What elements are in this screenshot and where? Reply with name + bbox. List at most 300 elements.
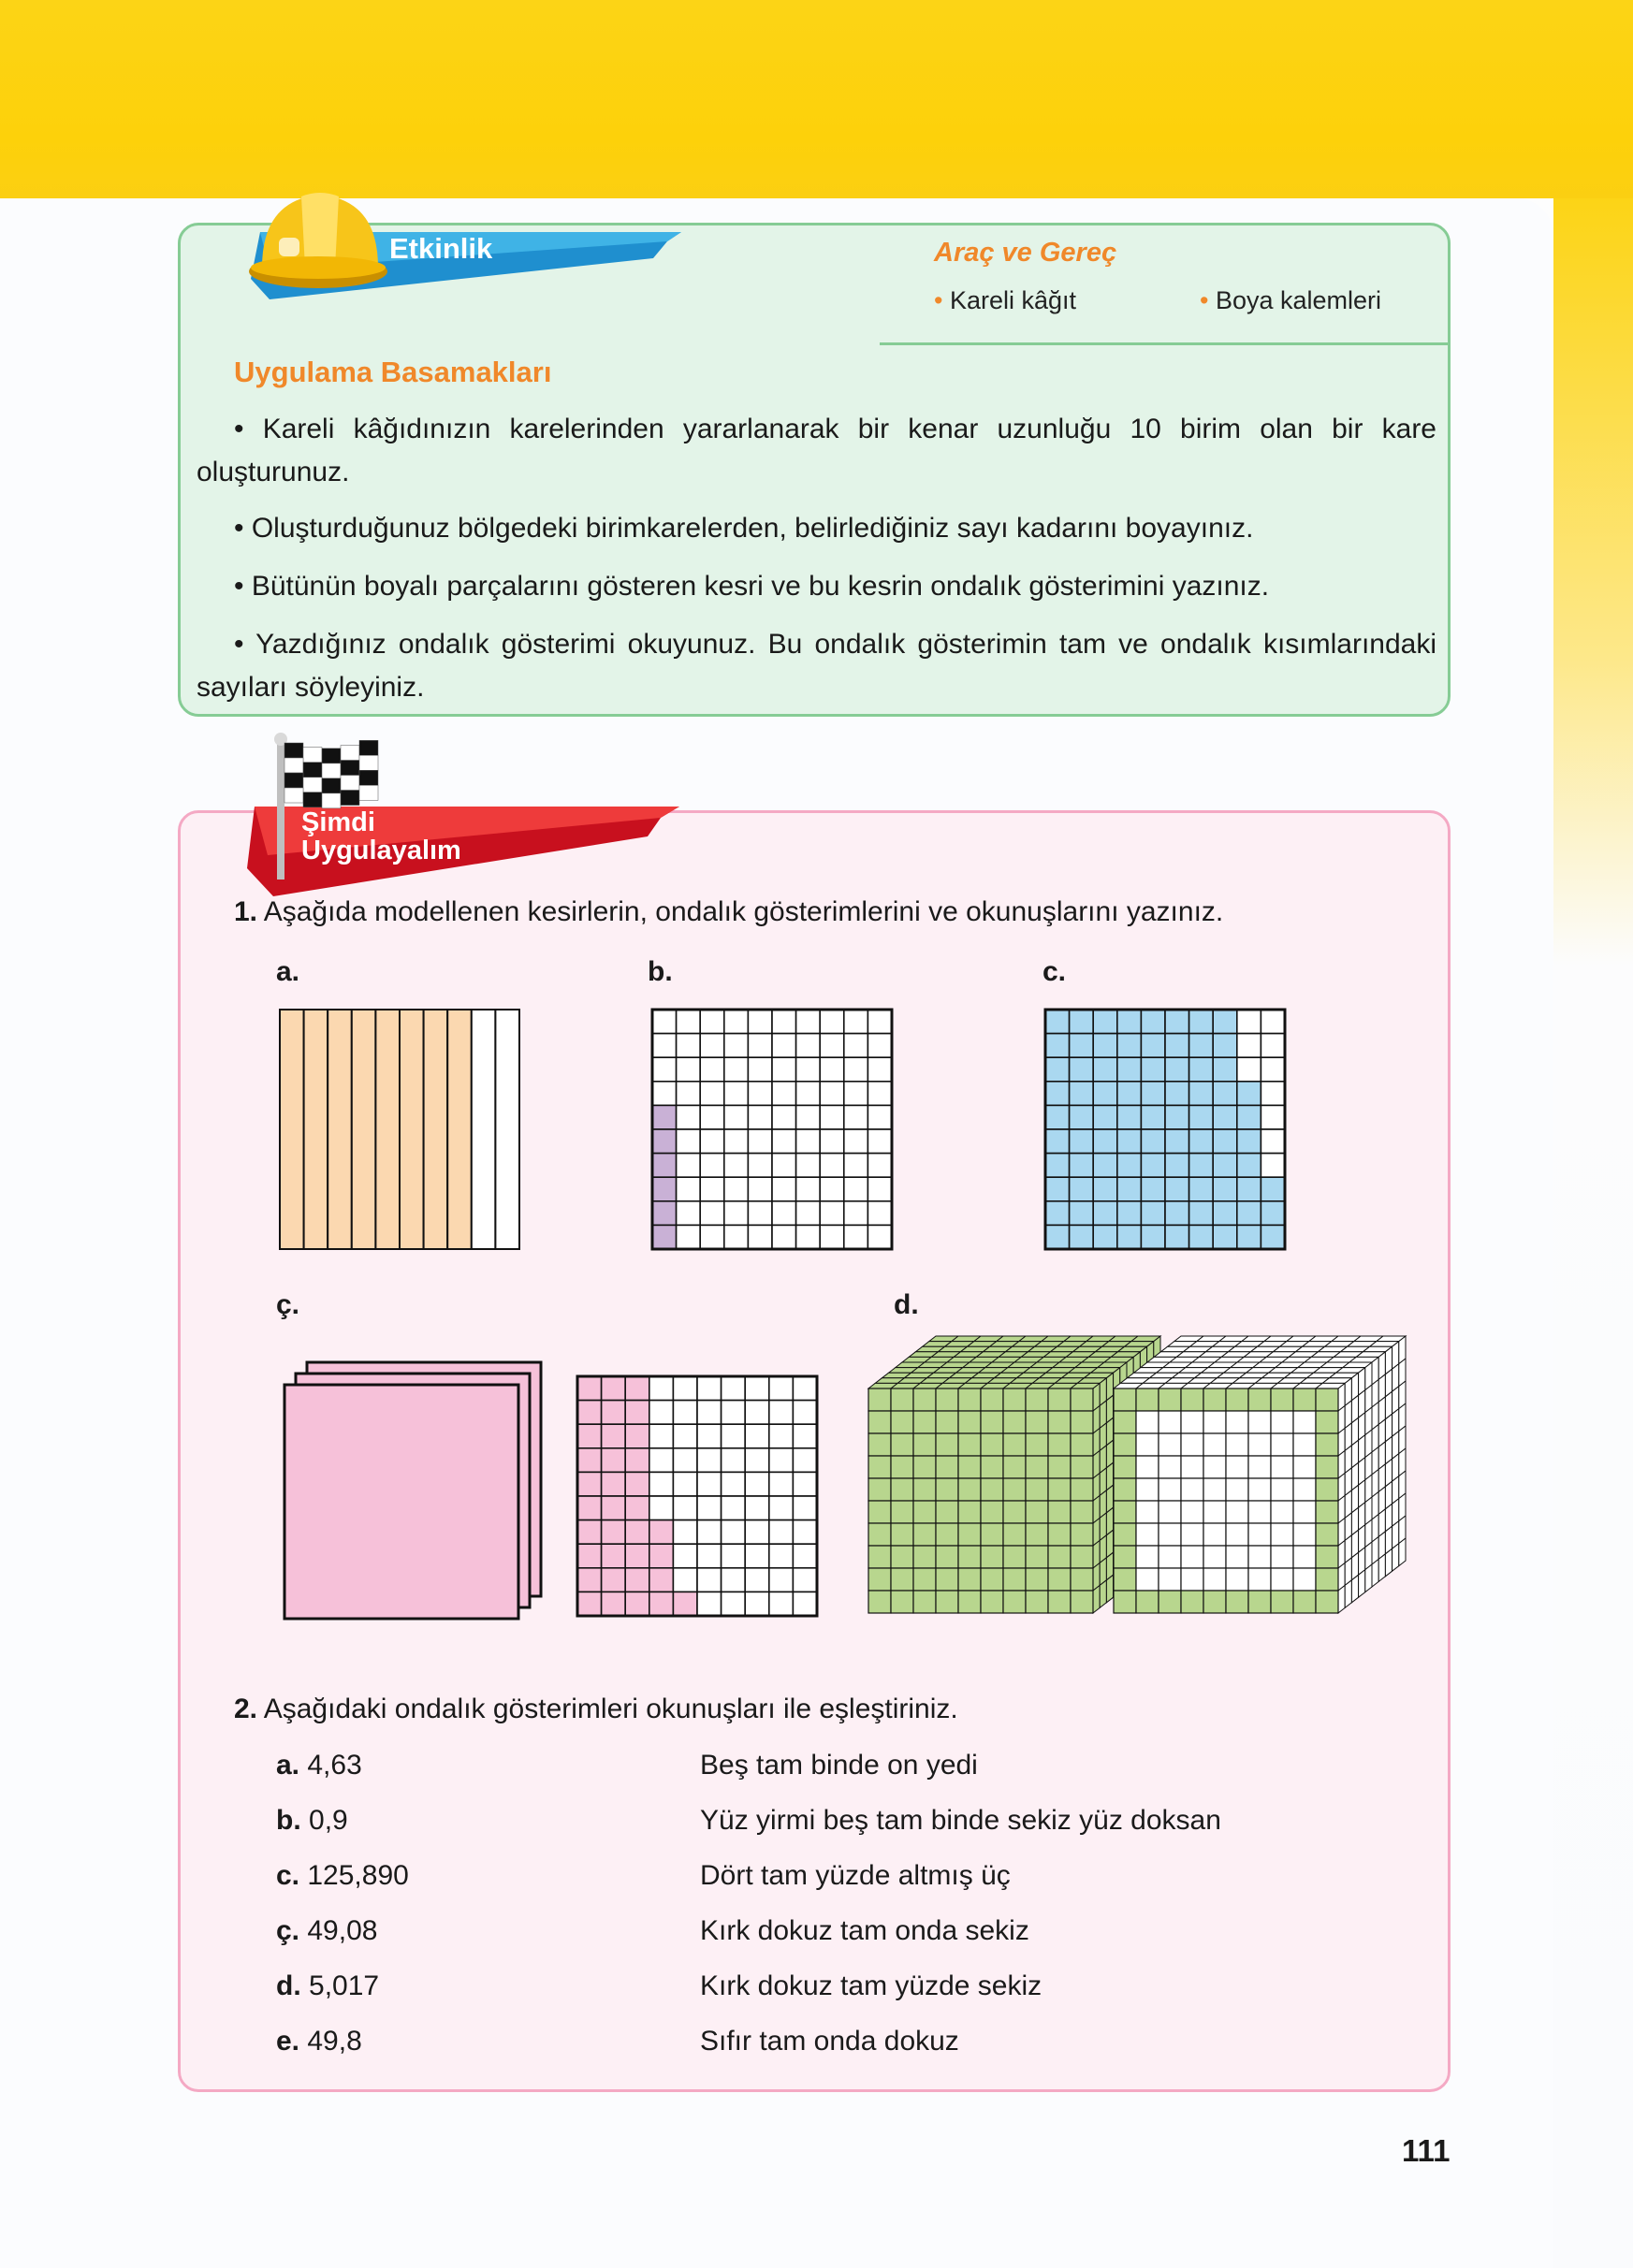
- shaded-cell: [577, 1592, 602, 1616]
- empty-cell: [868, 1225, 892, 1249]
- flag-square: [303, 763, 322, 778]
- cube-shaded-cell: [1316, 1523, 1338, 1546]
- cube-empty-cell: [1248, 1523, 1271, 1546]
- cube-shaded-cell: [868, 1568, 891, 1591]
- empty-cell: [673, 1568, 697, 1592]
- shaded-cell: [1213, 1129, 1237, 1154]
- cube-empty-cell: [1271, 1568, 1293, 1591]
- shaded-cell: [1045, 1082, 1070, 1106]
- shaded-cell: [1213, 1105, 1237, 1129]
- empty-cell: [748, 1154, 772, 1178]
- empty-cell: [793, 1568, 817, 1592]
- empty-cell: [748, 1201, 772, 1226]
- shaded-cell: [1141, 1105, 1165, 1129]
- cube-shaded-cell: [868, 1456, 891, 1478]
- empty-cell: [748, 1010, 772, 1034]
- cube-shaded-cell: [1114, 1456, 1136, 1478]
- empty-cell: [722, 1544, 746, 1568]
- cube-empty-cell: [1248, 1411, 1271, 1433]
- uygulama-basamaklari-title: Uygulama Basamakları: [234, 356, 552, 388]
- empty-cell: [697, 1568, 722, 1592]
- empty-cell: [697, 1496, 722, 1520]
- empty-cell: [652, 1082, 677, 1106]
- cube-shaded-cell: [891, 1478, 913, 1501]
- shaded-cell: [1093, 1129, 1117, 1154]
- model-a-strips: [277, 1007, 522, 1252]
- empty-cell: [844, 1201, 868, 1226]
- model-cc-wholes: [279, 1347, 556, 1624]
- shaded-cell: [602, 1520, 626, 1545]
- pair-left-item: e. 49,8: [276, 2026, 362, 2057]
- shaded-cell: [1093, 1154, 1117, 1178]
- cube-shaded-cell: [868, 1591, 891, 1613]
- fig-label-a: a.: [276, 956, 300, 987]
- shaded-cell: [1141, 1010, 1165, 1034]
- empty-cell: [745, 1424, 769, 1448]
- empty-cell: [700, 1082, 724, 1106]
- cube-shaded-cell: [891, 1546, 913, 1568]
- cube-shaded-cell: [1181, 1591, 1203, 1613]
- shaded-cell: [652, 1154, 677, 1178]
- cube-empty-cell: [1181, 1501, 1203, 1523]
- shaded-cell: [1093, 1225, 1117, 1249]
- cube-shaded-cell: [1003, 1546, 1026, 1568]
- cube-shaded-cell: [1316, 1433, 1338, 1456]
- cube-shaded-cell: [981, 1568, 1003, 1591]
- empty-cell: [677, 1225, 701, 1249]
- cube-empty-cell: [1271, 1411, 1293, 1433]
- cube-empty-cell: [1293, 1523, 1316, 1546]
- shaded-cell: [1045, 1154, 1070, 1178]
- cube-empty-cell: [1293, 1546, 1316, 1568]
- empty-cell: [745, 1496, 769, 1520]
- cube-side-cell: [1345, 1580, 1351, 1608]
- shaded-cell: [625, 1376, 649, 1401]
- shaded-cell: [1117, 1082, 1142, 1106]
- cube-shaded-cell: [1003, 1411, 1026, 1433]
- shaded-cell: [1213, 1057, 1237, 1082]
- cube-shaded-cell: [981, 1523, 1003, 1546]
- empty-cell: [724, 1154, 749, 1178]
- cube-shaded-cell: [936, 1388, 958, 1411]
- cube-shaded-cell: [891, 1591, 913, 1613]
- pair-right-item: Beş tam binde on yedi: [700, 1750, 978, 1781]
- empty-cell: [697, 1401, 722, 1425]
- empty-cell: [697, 1424, 722, 1448]
- empty-cell: [793, 1592, 817, 1616]
- empty-cell: [796, 1082, 821, 1106]
- empty-cell: [748, 1105, 772, 1129]
- cube-empty-cell: [1159, 1501, 1181, 1523]
- cube-empty-cell: [1248, 1433, 1271, 1456]
- empty-cell: [769, 1448, 794, 1473]
- empty-cell: [772, 1201, 796, 1226]
- cube-empty-cell: [1181, 1523, 1203, 1546]
- cube-shaded-cell: [958, 1546, 981, 1568]
- fig-label-c: c.: [1042, 956, 1067, 987]
- empty-cell: [649, 1424, 674, 1448]
- empty-cell: [722, 1424, 746, 1448]
- cube-shaded-cell: [958, 1591, 981, 1613]
- shaded-strip: [400, 1010, 424, 1249]
- flag-square: [341, 776, 359, 791]
- flag-square: [284, 743, 303, 758]
- shaded-cell: [1213, 1177, 1237, 1201]
- cube-shaded-cell: [1071, 1546, 1093, 1568]
- cube-shaded-cell: [958, 1411, 981, 1433]
- empty-cell: [700, 1057, 724, 1082]
- cube-shaded-cell: [981, 1591, 1003, 1613]
- shaded-cell: [1141, 1201, 1165, 1226]
- empty-cell: [700, 1129, 724, 1154]
- cube-shaded-cell: [1026, 1388, 1048, 1411]
- bullet-icon: •: [1200, 286, 1209, 314]
- cube-empty-cell: [1293, 1456, 1316, 1478]
- empty-cell: [724, 1010, 749, 1034]
- cube-side-cell: [1378, 1554, 1385, 1582]
- cube-empty-cell: [1271, 1546, 1293, 1568]
- flag-square: [284, 788, 303, 803]
- cube-shaded-cell: [1316, 1546, 1338, 1568]
- cube-shaded-cell: [1048, 1388, 1071, 1411]
- shaded-cell: [1070, 1177, 1094, 1201]
- empty-cell: [820, 1225, 844, 1249]
- shaded-cell: [1237, 1082, 1261, 1106]
- cube-empty-cell: [1293, 1478, 1316, 1501]
- cube-shaded-cell: [1026, 1411, 1048, 1433]
- pair-left-item: b. 0,9: [276, 1805, 348, 1836]
- empty-cell: [1261, 1154, 1285, 1178]
- cube-empty-cell: [1248, 1546, 1271, 1568]
- empty-cell: [868, 1154, 892, 1178]
- shaded-cell: [625, 1592, 649, 1616]
- shaded-cell: [1165, 1225, 1189, 1249]
- empty-cell: [745, 1448, 769, 1473]
- cube-empty-cell: [1159, 1456, 1181, 1478]
- cube-side-cell: [1392, 1544, 1399, 1572]
- pair-right-item: Dört tam yüzde altmış üç: [700, 1860, 1011, 1891]
- flag-square: [322, 793, 341, 808]
- cube-side-cell: [1385, 1548, 1392, 1577]
- cube-shaded-cell: [1271, 1591, 1293, 1613]
- empty-cell: [697, 1448, 722, 1473]
- cube-shaded-cell: [936, 1568, 958, 1591]
- cube-shaded-cell: [1026, 1501, 1048, 1523]
- empty-cell: [769, 1592, 794, 1616]
- empty-cell: [844, 1177, 868, 1201]
- empty-cell: [820, 1010, 844, 1034]
- cube-shaded-cell: [1248, 1591, 1271, 1613]
- empty-cell: [793, 1544, 817, 1568]
- cube-shaded-cell: [868, 1478, 891, 1501]
- empty-cell: [772, 1154, 796, 1178]
- empty-cell: [722, 1376, 746, 1401]
- cube-shaded-cell: [1026, 1523, 1048, 1546]
- shaded-cell: [1045, 1010, 1070, 1034]
- shaded-cell: [649, 1592, 674, 1616]
- shaded-cell: [1070, 1154, 1094, 1178]
- empty-cell: [796, 1177, 821, 1201]
- shaded-cell: [649, 1520, 674, 1545]
- shaded-cell: [577, 1496, 602, 1520]
- empty-cell: [820, 1034, 844, 1058]
- shaded-cell: [625, 1544, 649, 1568]
- cube-shaded-cell: [1114, 1568, 1136, 1591]
- shaded-cell: [1045, 1057, 1070, 1082]
- cube-empty-cell: [1136, 1546, 1159, 1568]
- shaded-cell: [1070, 1105, 1094, 1129]
- cube-shaded-cell: [1316, 1456, 1338, 1478]
- empty-cell: [677, 1129, 701, 1154]
- empty-cell: [722, 1448, 746, 1473]
- shaded-cell: [602, 1496, 626, 1520]
- empty-cell: [769, 1496, 794, 1520]
- empty-cell: [724, 1201, 749, 1226]
- empty-cell: [649, 1401, 674, 1425]
- cube-shaded-cell: [1026, 1456, 1048, 1478]
- etkinlik-title: Etkinlik: [389, 232, 493, 265]
- cube-shaded-cell: [1159, 1388, 1181, 1411]
- right-yellow-band: [1553, 198, 1633, 966]
- shaded-cell: [1189, 1177, 1214, 1201]
- empty-cell: [700, 1154, 724, 1178]
- cube-shaded-cell: [1248, 1388, 1271, 1411]
- shaded-cell: [1189, 1105, 1214, 1129]
- cube-shaded-cell: [936, 1433, 958, 1456]
- cube-empty-cell: [1136, 1501, 1159, 1523]
- empty-cell: [700, 1034, 724, 1058]
- shaded-cell: [602, 1568, 626, 1592]
- shaded-cell: [1045, 1201, 1070, 1226]
- cube-empty-cell: [1271, 1501, 1293, 1523]
- empty-cell: [868, 1034, 892, 1058]
- empty-cell: [722, 1472, 746, 1496]
- empty-cell: [677, 1201, 701, 1226]
- shaded-cell: [1070, 1225, 1094, 1249]
- empty-cell: [844, 1010, 868, 1034]
- empty-cell: [677, 1010, 701, 1034]
- shaded-cell: [1237, 1225, 1261, 1249]
- pair-left-item: ç. 49,08: [276, 1915, 378, 1946]
- empty-cell: [793, 1376, 817, 1401]
- cube-shaded-cell: [1048, 1411, 1071, 1433]
- empty-cell: [724, 1034, 749, 1058]
- shaded-cell: [1093, 1010, 1117, 1034]
- shaded-cell: [1237, 1105, 1261, 1129]
- empty-cell: [769, 1472, 794, 1496]
- cube-empty-cell: [1293, 1433, 1316, 1456]
- shaded-cell: [625, 1401, 649, 1425]
- empty-cell: [772, 1057, 796, 1082]
- empty-cell: [868, 1201, 892, 1226]
- empty-cell: [673, 1424, 697, 1448]
- empty-cell: [722, 1496, 746, 1520]
- cube-empty-cell: [1136, 1478, 1159, 1501]
- empty-cell: [649, 1376, 674, 1401]
- cube-empty-cell: [1181, 1568, 1203, 1591]
- pair-left-item: c. 125,890: [276, 1860, 409, 1891]
- empty-cell: [697, 1592, 722, 1616]
- empty-cell: [793, 1448, 817, 1473]
- empty-cell: [796, 1225, 821, 1249]
- simdi-title: Şimdi Uygulayalım: [301, 807, 461, 865]
- flag-square: [341, 791, 359, 806]
- empty-cell: [649, 1448, 674, 1473]
- cube-shaded-cell: [1071, 1478, 1093, 1501]
- empty-cell: [722, 1401, 746, 1425]
- shaded-cell: [1070, 1082, 1094, 1106]
- cube-shaded-cell: [1181, 1388, 1203, 1411]
- shaded-cell: [1189, 1154, 1214, 1178]
- empty-cell: [796, 1034, 821, 1058]
- cube-empty-cell: [1181, 1546, 1203, 1568]
- flag-square: [359, 740, 378, 755]
- flag-square: [322, 778, 341, 793]
- cube-shaded-cell: [1048, 1591, 1071, 1613]
- shaded-cell: [1189, 1201, 1214, 1226]
- empty-cell: [769, 1401, 794, 1425]
- empty-cell: [1261, 1010, 1285, 1034]
- shaded-cell: [577, 1472, 602, 1496]
- cube-shaded-cell: [1048, 1523, 1071, 1546]
- empty-cell: [844, 1105, 868, 1129]
- cube-shaded-cell: [1026, 1546, 1048, 1568]
- shaded-cell: [1045, 1105, 1070, 1129]
- cube-empty-cell: [1226, 1523, 1248, 1546]
- question-2: 2. Aşağıdaki ondalık gösterimleri okunuşları ile eşleştiriniz.: [234, 1694, 958, 1724]
- cube-shaded-cell: [1114, 1546, 1136, 1568]
- empty-cell: [1261, 1082, 1285, 1106]
- empty-cell: [748, 1082, 772, 1106]
- flag-square: [359, 755, 378, 770]
- cube-shaded-cell: [913, 1546, 936, 1568]
- shaded-cell: [602, 1376, 626, 1401]
- flag-square: [303, 792, 322, 807]
- shaded-cell: [1117, 1105, 1142, 1129]
- empty-cell: [772, 1129, 796, 1154]
- cube-shaded-cell: [1071, 1433, 1093, 1456]
- model-d-cubes: [863, 1329, 1443, 1619]
- cube-shaded-cell: [1071, 1456, 1093, 1478]
- empty-cell: [868, 1082, 892, 1106]
- shaded-cell: [602, 1472, 626, 1496]
- empty-cell: [745, 1592, 769, 1616]
- arac-item: • Boya kalemleri: [1200, 286, 1382, 314]
- cube-shaded-cell: [891, 1388, 913, 1411]
- cube-side-cell: [1100, 1580, 1106, 1608]
- cube-empty-cell: [1293, 1411, 1316, 1433]
- shaded-cell: [625, 1568, 649, 1592]
- empty-cell: [1261, 1034, 1285, 1058]
- cube-empty-cell: [1248, 1478, 1271, 1501]
- cube-empty-cell: [1136, 1411, 1159, 1433]
- cube-shaded-cell: [981, 1411, 1003, 1433]
- step-1: • Kareli kâğıdınızın karelerinden yararlanarak bir kenar uzunluğu 10 birim olan bir kare oluşturunuz.: [197, 414, 1436, 487]
- cube-shaded-cell: [1071, 1523, 1093, 1546]
- empty-cell: [820, 1154, 844, 1178]
- cube-shaded-cell: [1003, 1568, 1026, 1591]
- cube-empty-cell: [1181, 1433, 1203, 1456]
- cube-shaded-cell: [1316, 1478, 1338, 1501]
- shaded-strip: [304, 1010, 328, 1249]
- cube-empty-cell: [1226, 1546, 1248, 1568]
- empty-cell: [844, 1154, 868, 1178]
- cube-empty-cell: [1203, 1568, 1226, 1591]
- shaded-cell: [1070, 1129, 1094, 1154]
- cube-empty-cell: [1136, 1456, 1159, 1478]
- cube-shaded-cell: [958, 1456, 981, 1478]
- cube-side-cell: [1372, 1559, 1378, 1587]
- cube-shaded-cell: [868, 1411, 891, 1433]
- cube-shaded-cell: [1114, 1433, 1136, 1456]
- cube-shaded-cell: [936, 1411, 958, 1433]
- empty-cell: [796, 1010, 821, 1034]
- shaded-cell: [602, 1401, 626, 1425]
- shaded-cell: [577, 1376, 602, 1401]
- shaded-cell: [652, 1225, 677, 1249]
- cube-shaded-cell: [1316, 1501, 1338, 1523]
- shaded-cell: [577, 1520, 602, 1545]
- empty-cell: [724, 1082, 749, 1106]
- empty-cell: [820, 1129, 844, 1154]
- cube-empty-cell: [1203, 1523, 1226, 1546]
- shaded-cell: [1189, 1034, 1214, 1058]
- empty-cell: [844, 1129, 868, 1154]
- empty-cell: [793, 1401, 817, 1425]
- empty-cell: [748, 1034, 772, 1058]
- cube-shaded-cell: [1048, 1478, 1071, 1501]
- cube-shaded-cell: [958, 1478, 981, 1501]
- cube-shaded-cell: [981, 1456, 1003, 1478]
- cube-shaded-cell: [1316, 1388, 1338, 1411]
- shaded-cell: [1189, 1129, 1214, 1154]
- cube-shaded-cell: [868, 1523, 891, 1546]
- shaded-cell: [1165, 1105, 1189, 1129]
- empty-cell: [700, 1201, 724, 1226]
- empty-cell: [793, 1520, 817, 1545]
- cube-shaded-cell: [1026, 1568, 1048, 1591]
- shaded-cell: [1070, 1010, 1094, 1034]
- empty-cell: [772, 1010, 796, 1034]
- flag-square: [284, 773, 303, 788]
- shaded-cell: [1189, 1225, 1214, 1249]
- cube-shaded-cell: [1003, 1456, 1026, 1478]
- cube-shaded-cell: [1271, 1388, 1293, 1411]
- empty-cell: [724, 1057, 749, 1082]
- shaded-cell: [1213, 1225, 1237, 1249]
- empty-cell: [868, 1105, 892, 1129]
- shaded-cell: [1237, 1154, 1261, 1178]
- shaded-cell: [577, 1424, 602, 1448]
- shaded-cell: [1165, 1082, 1189, 1106]
- cube-shaded-cell: [958, 1433, 981, 1456]
- cube-empty-cell: [1248, 1456, 1271, 1478]
- empty-cell: [748, 1177, 772, 1201]
- fig-label-d: d.: [894, 1289, 919, 1320]
- cube-shaded-cell: [1003, 1433, 1026, 1456]
- empty-cell: [772, 1105, 796, 1129]
- empty-cell: [1237, 1034, 1261, 1058]
- cube-empty-cell: [1203, 1478, 1226, 1501]
- cube-side-cell: [1399, 1538, 1406, 1566]
- shaded-cell: [1117, 1034, 1142, 1058]
- empty-cell: [769, 1424, 794, 1448]
- cube-shaded-cell: [868, 1388, 891, 1411]
- cube-shaded-cell: [1203, 1591, 1226, 1613]
- cube-shaded-cell: [1114, 1478, 1136, 1501]
- empty-cell: [820, 1177, 844, 1201]
- cube-shaded-cell: [868, 1433, 891, 1456]
